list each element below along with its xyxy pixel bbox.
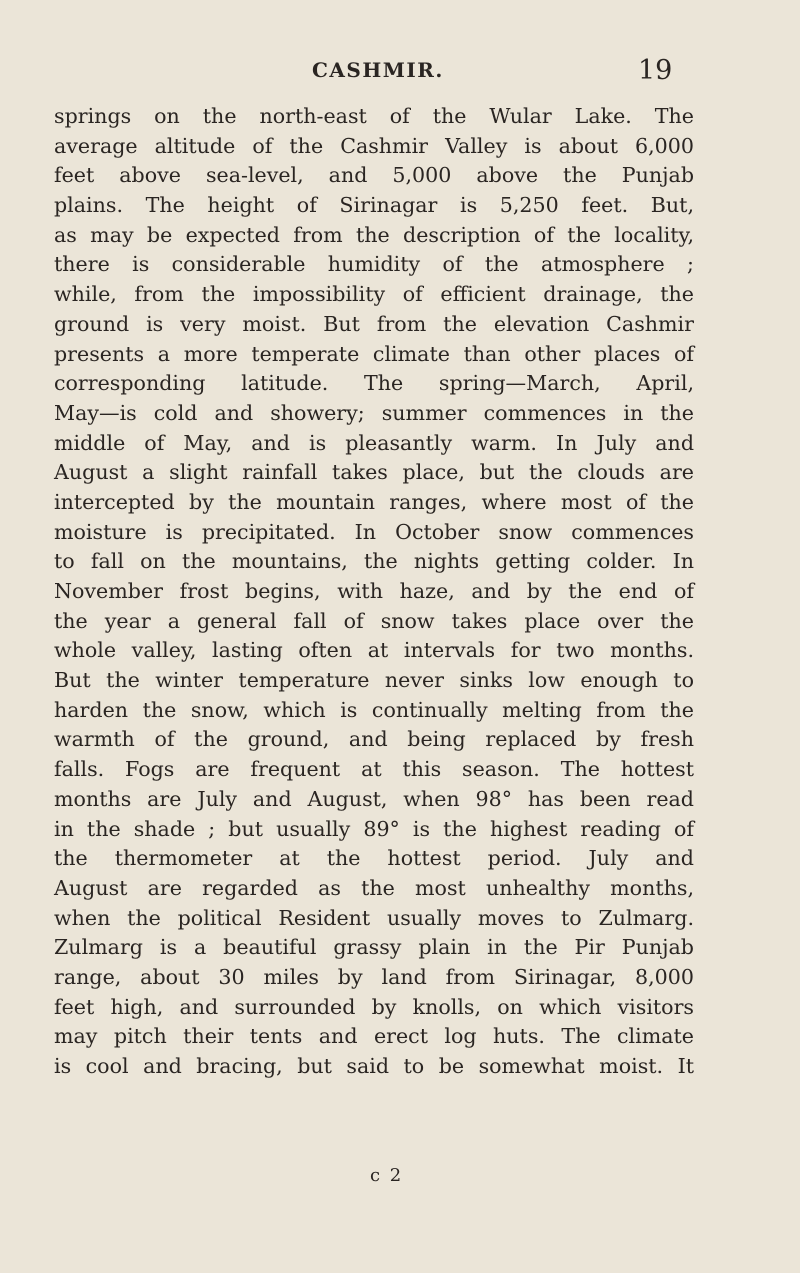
text-line: the year a general fall of snow takes place over the xyxy=(54,608,694,633)
text-line: when the political Resident usually moves to Zulmarg. xyxy=(54,905,694,930)
text-line: But the winter temperature never sinks low enough to xyxy=(54,668,694,693)
text-line: plains. The height of Sirinagar is 5,250 feet. But, xyxy=(54,193,694,218)
text-line: harden the snow, which is continually melting from the xyxy=(54,697,694,722)
running-title: CASHMIR. xyxy=(312,58,444,82)
text-line: to fall on the mountains, the nights getting colder. In xyxy=(54,549,694,574)
text-line: average altitude of the Cashmir Valley is about 6,000 xyxy=(54,133,694,158)
text-line: range, about 30 miles by land from Sirinagar, 8,000 xyxy=(54,964,694,989)
text-line: August are regarded as the most unhealthy months, xyxy=(54,875,694,900)
text-line: warmth of the ground, and being replaced by fresh xyxy=(54,727,694,752)
text-line: Zulmarg is a beautiful grassy plain in the Pir Punjab xyxy=(54,935,694,960)
text-line: May—is cold and showery; summer commences in the xyxy=(54,400,694,425)
page-number: 19 xyxy=(638,55,673,86)
text-line: feet above sea-level, and 5,000 above the Punjab xyxy=(54,163,694,188)
text-line: the thermometer at the hottest period. July and xyxy=(54,846,694,871)
text-line: August a slight rainfall takes place, but the clouds are xyxy=(54,460,694,485)
text-line: presents a more temperate climate than other places of xyxy=(54,341,694,366)
text-line: moisture is precipitated. In October snow commences xyxy=(54,519,694,544)
running-head xyxy=(0,55,800,88)
text-line: falls. Fogs are frequent at this season. The hottest xyxy=(54,757,694,782)
text-line: is cool and bracing, but said to be somewhat moist. It xyxy=(54,1054,694,1078)
text-line: may pitch their tents and erect log huts. The climate xyxy=(54,1024,694,1049)
text-line: as may be expected from the description of the locality, xyxy=(54,222,694,247)
text-line: while, from the impossibility of efficient drainage, the xyxy=(54,282,694,307)
text-line: corresponding latitude. The spring—March, April, xyxy=(54,371,694,396)
text-line: feet high, and surrounded by knolls, on which visitors xyxy=(54,994,694,1019)
text-line: springs on the north-east of the Wular Lake. The xyxy=(54,104,694,128)
text-line: ground is very moist. But from the elevation Cashmir xyxy=(54,311,694,336)
body-text xyxy=(54,102,694,1082)
text-line: in the shade ; but usually 89° is the highest reading of xyxy=(54,816,694,841)
text-line: November frost begins, with haze, and by the end of xyxy=(54,579,694,603)
text-line: intercepted by the mountain ranges, where most of the xyxy=(54,489,694,514)
text-line: middle of May, and is pleasantly warm. In July and xyxy=(54,430,694,455)
text-line: months are July and August, when 98° has been read xyxy=(54,786,694,811)
signature-mark: c 2 xyxy=(370,1165,404,1186)
text-line: there is considerable humidity of the atmosphere ; xyxy=(54,252,694,277)
text-line: whole valley, lasting often at intervals for two months. xyxy=(54,638,694,663)
